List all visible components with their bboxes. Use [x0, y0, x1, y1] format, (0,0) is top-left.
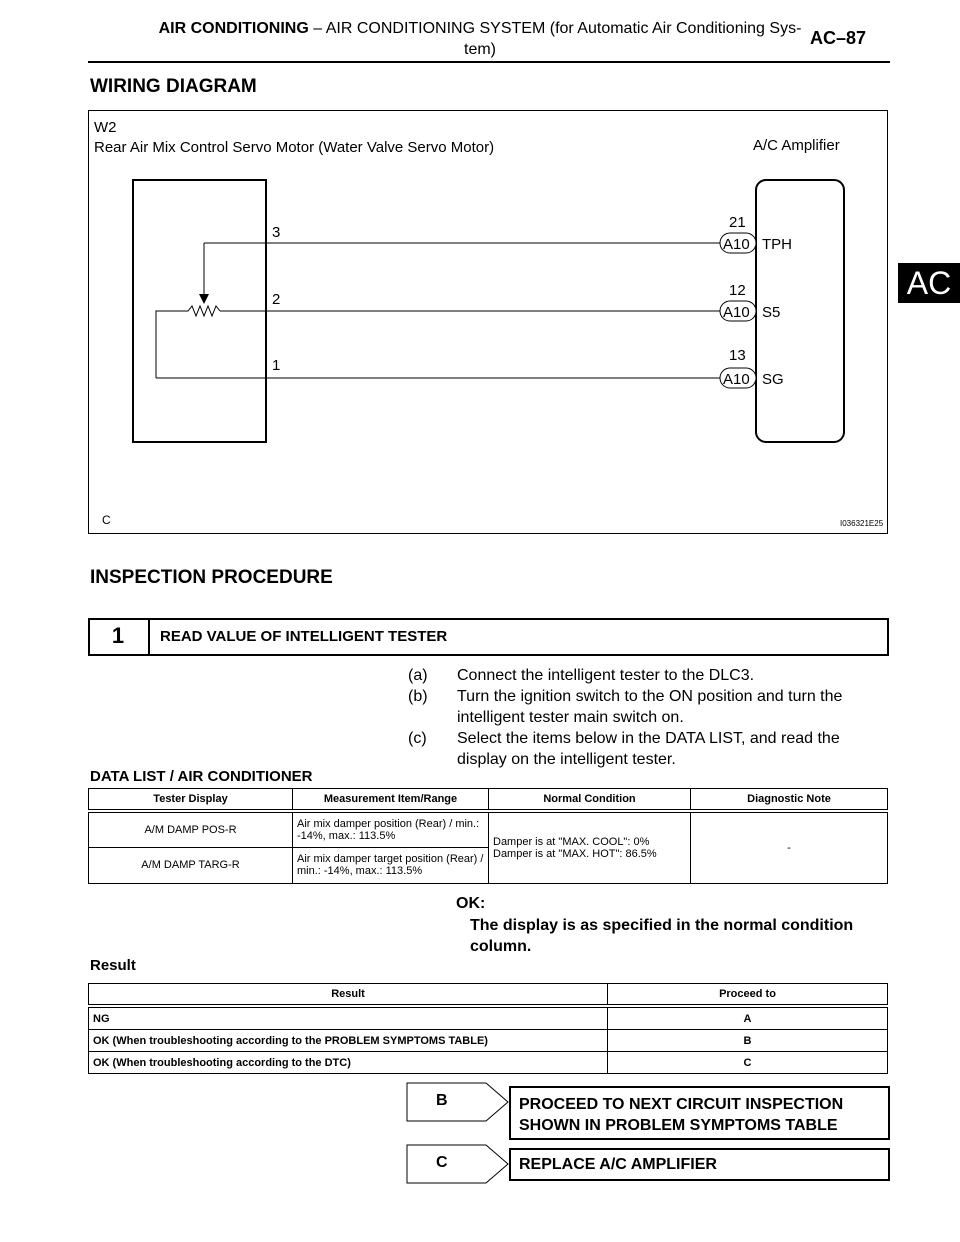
- inspection-procedure-heading: INSPECTION PROCEDURE: [90, 567, 333, 588]
- table-row: OK (When troubleshooting according to the DTC) C: [89, 1052, 888, 1074]
- result-heading: Result: [90, 957, 136, 974]
- data-list-table: [88, 788, 888, 884]
- figure-id: I036321E25: [840, 519, 884, 528]
- component-code: W2: [94, 119, 117, 136]
- header-subtitle-line1: AIR CONDITIONING SYSTEM (for Automatic Air Conditioning Sys-: [325, 20, 802, 37]
- instruction-item: (b) Turn the ignition switch to the ON position and turn the intelligent tester main switch on.: [408, 688, 843, 726]
- step-title: READ VALUE OF INTELLIGENT TESTER: [160, 628, 448, 645]
- connector-label: A10: [723, 236, 750, 253]
- normal-condition-cell: Damper is at "MAX. COOL": 0% Damper is at "MAX. HOT": 86.5%: [489, 811, 691, 883]
- motor-pin-label: 1: [272, 357, 281, 374]
- page-number: AC–87: [810, 28, 867, 48]
- connector-label: A10: [723, 371, 750, 388]
- diagram-corner-label: C: [102, 513, 111, 527]
- table-row: A/M DAMP TARG-R Air mix damper target position (Rear) / min.: -14%, max.: 113.5%: [89, 847, 888, 883]
- branch-letter: C: [436, 1154, 448, 1171]
- header-rule: [88, 61, 890, 63]
- table-header: Result: [89, 984, 608, 1007]
- amp-terminal: SG: [762, 371, 784, 388]
- header-section: AIR CONDITIONING: [158, 20, 309, 37]
- amp-pin-number: 12: [729, 282, 746, 299]
- branch-arrow-icon: [406, 1144, 510, 1184]
- branch-letter: B: [436, 1092, 448, 1109]
- wiring-diagram: [88, 110, 888, 534]
- component-name: Rear Air Mix Control Servo Motor (Water Valve Servo Motor): [94, 139, 495, 156]
- branch-action-box: PROCEED TO NEXT CIRCUIT INSPECTION SHOWN IN PROBLEM SYMPTOMS TABLE: [509, 1086, 890, 1140]
- ok-text: The display is as specified in the normal condition column.: [470, 917, 854, 955]
- result-table: [88, 983, 888, 1074]
- amp-terminal: TPH: [762, 236, 792, 253]
- amplifier-name: A/C Amplifier: [753, 137, 840, 154]
- table-row: OK (When troubleshooting according to the PROBLEM SYMPTOMS TABLE) B: [89, 1030, 888, 1052]
- instruction-item: (a) Connect the intelligent tester to the DLC3.: [408, 667, 755, 684]
- amp-pin-number: 13: [729, 347, 746, 364]
- table-header: Measurement Item/Range: [293, 789, 489, 812]
- motor-pin-label: 3: [272, 224, 281, 241]
- connector-label: A10: [723, 304, 750, 321]
- table-header: Proceed to: [608, 984, 888, 1007]
- amp-terminal: S5: [762, 304, 781, 321]
- table-header: Diagnostic Note: [691, 789, 888, 812]
- ok-label: OK:: [456, 895, 486, 912]
- branch-action-box: REPLACE A/C AMPLIFIER: [509, 1148, 890, 1181]
- instruction-item: (c) Select the items below in the DATA LIST, and read the display on the intelligent tester.: [408, 730, 840, 768]
- header-subtitle-line2: tem): [464, 41, 496, 58]
- step-number: 1: [88, 618, 150, 656]
- branch-arrow-icon: [406, 1082, 510, 1122]
- wiper-arrow-icon: [199, 294, 209, 304]
- potentiometer-icon: [156, 306, 220, 378]
- page-header-title: [150, 18, 810, 60]
- section-side-tab: AC: [898, 263, 960, 303]
- table-header: Normal Condition: [489, 789, 691, 812]
- header-dash: –: [313, 20, 323, 37]
- wiring-diagram-heading: WIRING DIAGRAM: [90, 76, 257, 97]
- table-row: A/M DAMP POS-R Air mix damper position (Rear) / min.: -14%, max.: 113.5% Damper is at "MAX. COOL": 0% Damper is at "MAX. HOT": 86.5% -: [89, 811, 888, 847]
- table-row: NG A: [89, 1006, 888, 1030]
- table-header: Tester Display: [89, 789, 293, 812]
- motor-pin-label: 2: [272, 291, 281, 308]
- data-list-heading: DATA LIST / AIR CONDITIONER: [90, 768, 313, 785]
- amp-pin-number: 21: [729, 214, 746, 231]
